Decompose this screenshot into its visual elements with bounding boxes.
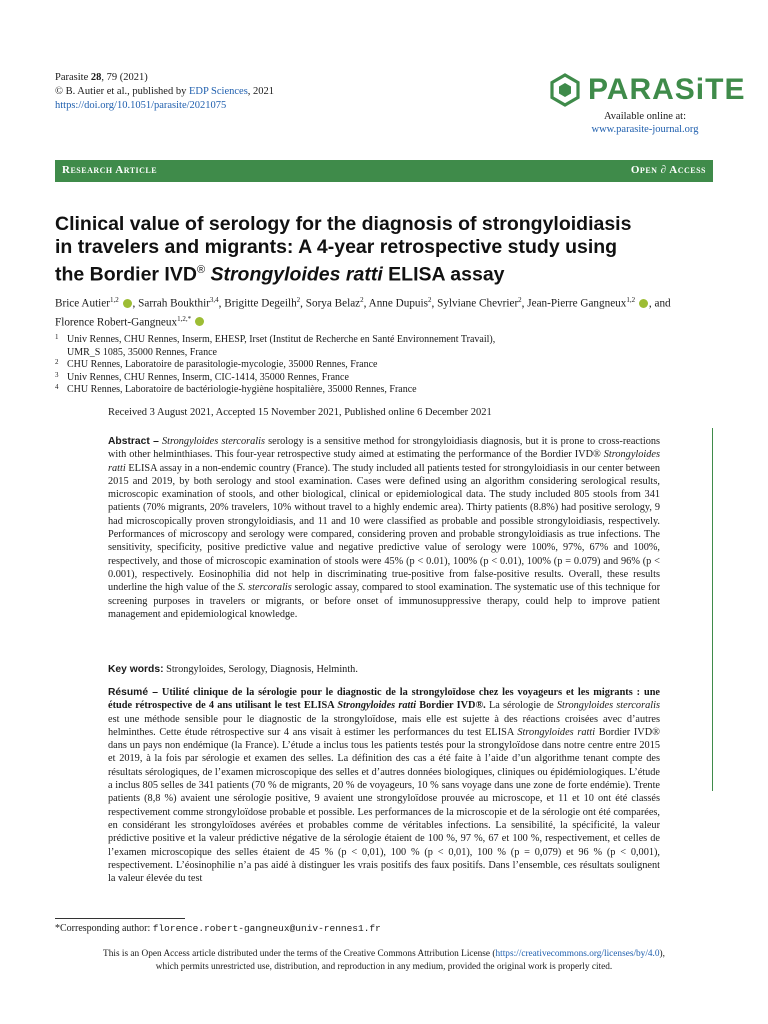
author-name: Sarrah Boukthir (138, 297, 210, 310)
orcid-icon[interactable] (195, 317, 204, 326)
abstract-text-1: serology is a sensitive method for strongyloidiasis diagnosis, but it is prone to cross-reactions with other helminthiases. This four-year retrospective study aimed at estimating the performance of the Bordier IVD® (108, 436, 660, 461)
author-name: Jean-Pierre Gangneux (527, 297, 627, 310)
author-affiliation-ref: 1,2,* (177, 314, 192, 323)
copyright-suffix: , 2021 (247, 86, 275, 97)
abstract-species-2: Strongyloides ratti (108, 449, 660, 474)
resume-species-2: Strongyloides ratti (517, 726, 596, 738)
author-name: Brigitte Degeilh (224, 297, 297, 310)
affiliation-text: CHU Rennes, Laboratoire de bactériologie-hygiène hospitalière, 35000 Rennes, France (67, 384, 417, 395)
publisher-link[interactable]: EDP Sciences (188, 86, 248, 97)
registered-mark: ® (196, 264, 206, 276)
affiliation-item (55, 334, 705, 347)
affiliations (55, 334, 705, 397)
affiliation-number: 3 (55, 370, 59, 379)
resume (108, 686, 660, 885)
open-access-label: Open ∂ Access (630, 164, 706, 176)
available-label: Available online at: (603, 111, 687, 122)
hexagon-logo-icon (548, 73, 582, 107)
affiliation-item (55, 359, 705, 372)
license-text-2: which permits unrestricted use, distribution, and reproduction in any medium, provided the original work is properly cited. (155, 961, 613, 972)
availability-note (585, 110, 705, 136)
resume-title-end: Bordier IVD®. (416, 700, 486, 712)
license-url-link[interactable]: https://creativecommons.org/licenses/by/4.0 (495, 949, 660, 959)
license-statement (55, 948, 713, 973)
affiliation-number: 1 (55, 333, 59, 341)
journal-name: Parasite (55, 72, 89, 83)
corresponding-author (55, 923, 381, 934)
author-name: Anne Dupuis (368, 297, 428, 310)
abstract-species-1: Strongyloides stercoralis (162, 436, 266, 447)
author-name: and Florence Robert-Gangneux (55, 297, 671, 329)
author-affiliation-ref: 1,2 (110, 296, 119, 304)
resume-title-species: Strongyloides ratti (337, 700, 417, 712)
abstract-text-2: ELISA assay in a non-endemic country (France). The study included all patients tested for strongyloidiasis in our center between 2015 and 2019, by both serology and stool examination. Cases were defined using an algorithm considering serological results, microscopic examination of stools, and other biological, clinical or epidemiological data. The study included 805 stools from 341 patients (70% migrants, 20% travelers, 10% without travel to a highly endemic area). Thirty patients (8.8%) had positive serology, 9 had microscopically proven strongyloidiasis, and 11 and 10 were classified as probable and possible strongyloidiasis, respectively. Performances of microscopy and serology were compared, considering proven and probable strongyloidiasis as true infections. The sensitivity, specificity, positive predictive value and negative predictive value of serology were 100%, 97%, 67% and 100%, respectively, and those of microscopic examination of stools were 45% (p < 0.01), 100% (p < 0.01), 100% (p = 0.079) and 96% (p < 0.001), respectively. Eosinophilia did not help in discriminating true-positive from false-positive results. Overall, these results underline the high value of the (108, 462, 660, 594)
footnote-rule (55, 918, 185, 919)
resume-title: Utilité clinique de la sérologie pour le diagnostic de la strongyloïdose chez les voyageurs et les migrants : une étude rétrospective de 4 ans utilisant le test ELISA (108, 687, 660, 712)
doi-link[interactable]: https://doi.org/10.1051/parasite/2021075 (55, 100, 227, 111)
author-affiliation-ref: 2 (427, 296, 432, 304)
article-number: , 79 (2021) (101, 72, 148, 83)
author-name: Brice Autier (55, 297, 110, 310)
author-affiliation-ref: 2 (518, 296, 522, 304)
corresponding-label: *Corresponding author: (55, 923, 153, 934)
license-text-1: This is an Open Access article distributed under the terms of the Creative Commons Attribution License ( (103, 949, 496, 959)
resume-text-1: La sérologie de (485, 700, 557, 712)
affiliation-text: CHU Rennes, Laboratoire de parasitologie-mycologie, 35000 Rennes, France (67, 359, 378, 370)
article-type-bar (55, 160, 713, 182)
resume-text-2: est une méthode sensible pour le diagnostic de la strongyloïdose, mais elle est sujette à des réactions croisées avec d’autres helminthes. Cette étude rétrospective sur 4 ans visait à estimer les performances du test ELISA (108, 713, 660, 738)
keywords-text: Strongyloides, Serology, Diagnosis, Helminth. (163, 664, 358, 675)
copyright-prefix: © B. Autier et al., published by (55, 86, 189, 97)
abstract-text-3: serologic assay, compared to stool examination. The systematic use of this technique for screening purposes in travelers or migrants, or before onset of immunosuppressive therapy, could help to improve patient management and epidemiological knowledge. (108, 582, 660, 620)
received-dates: Received 3 August 2021, Accepted 15 November 2021, Published online 6 December 2021 (108, 407, 492, 418)
logo-wordmark: PARASiTE (588, 73, 746, 106)
abstract-label: Abstract – (108, 436, 159, 447)
author-list: Brice Autier$^{1,2}$ , Sarrah Boukthir$^{3,4}$, Brigitte Degeilh$^2$, Sorya Belaz$^2$, Anne Dupuis$^2$, Sylviane Chevrier$^2$, Jean-Pierre Gangneux$^{1,2}$ , and Florence Robert-Gangneux$^{1,2,*}$ (55, 296, 671, 329)
affiliation-number: 4 (55, 383, 59, 391)
article-type: Research Article (62, 164, 158, 176)
affiliation-item (55, 384, 705, 397)
resume-text-3: Bordier IVD® dans un pays non endémique (la France). L’étude a inclus tous les patients testés pour la strongyloïdose dans notre centre entre 2015 et 2019, à la fois par sérologie et examen des selles. La définition des cas a été faite à l’aide d’un algorithme tenant compte des résultats sérologiques, de l’examen microscopique des selles et d’autres données biologiques, cliniques ou épidémiologiques. L’étude a inclus 805 selles de 341 patients (70 % de migrants, 20 % de voyageurs, 10 % sans voyage dans une zone de forte endémie). Trente patients (8,8 %) avaient une sérologie positive, 9 avaient une strongyloïdose prouvée au microscope, et 11 et 10 ont été classés respectivement comme strongyloïdose probable et possible. Les performances de la microscopie et de la sérologie ont été comparées, en considérant les strongyloïdoses avérées et probables comme de véritables infections. La sensibilité, la spécificité, la valeur prédictive positive et la valeur prédictive négative de la sérologie étaient de 100 %, 97 %, 67 et 100 %, respectivement, et celles de l’examen microscopique des selles étaient de 45 % (p < 0,01), 100 % (p < 0,01), 100 % (p = 0,079) et 96 % (p < 0,001), respectivement. L’éosinophilie n’a pas aidé à distinguer les vrais positifs des faux positifs. Dans l’ensemble, ces résultats soulignent la valeur élevée du test (108, 726, 661, 885)
title-line-2: in travelers and migrants: A 4-year retrospective study using (55, 236, 618, 258)
author-affiliation-ref: 3,4 (209, 296, 219, 304)
affiliation-item (55, 347, 705, 360)
abstract-species-3: S. stercoralis (237, 582, 292, 594)
resume-species-1: Strongyloides stercoralis (556, 700, 660, 712)
abstract (108, 435, 660, 621)
title-line-1: Clinical value of serology for the diagnosis of strongyloidiasis (55, 213, 632, 235)
author-name: Sorya Belaz (305, 297, 361, 310)
orcid-icon[interactable] (639, 299, 648, 308)
license-text-1-end: ), (659, 949, 665, 959)
author-name: Sylviane Chevrier (437, 297, 519, 310)
author-affiliation-ref: 2 (296, 296, 301, 304)
author-affiliation-ref: 2 (360, 296, 364, 304)
affiliation-item (55, 372, 705, 385)
article-title (55, 213, 695, 287)
orcid-icon[interactable] (123, 299, 132, 308)
title-line-3a: the Bordier IVD (55, 263, 197, 286)
affiliation-number: 2 (55, 358, 59, 366)
corresponding-email[interactable]: florence.robert-gangneux@univ-rennes1.fr (152, 923, 381, 934)
title-line-3b: ELISA assay (382, 263, 505, 286)
title-species: Strongyloides ratti (210, 263, 383, 286)
author-affiliation-ref: 1,2 (626, 296, 636, 304)
journal-citation (55, 71, 274, 113)
resume-label: Résumé – (108, 687, 158, 698)
affiliation-text: Univ Rennes, CHU Rennes, Inserm, EHESP, Irset (Institut de Recherche en Santé Environnement Travail), (67, 334, 496, 345)
parasite-logo (548, 72, 746, 108)
keywords (108, 663, 660, 676)
affiliation-text: UMR_S 1085, 35000 Rennes, France (67, 346, 217, 358)
journal-url-link[interactable]: www.parasite-journal.org (591, 124, 699, 135)
volume: 28 (90, 72, 102, 83)
keywords-label: Key words: (108, 664, 164, 675)
affiliation-text: Univ Rennes, CHU Rennes, Inserm, CIC-1414, 35000 Rennes, France (67, 371, 349, 383)
